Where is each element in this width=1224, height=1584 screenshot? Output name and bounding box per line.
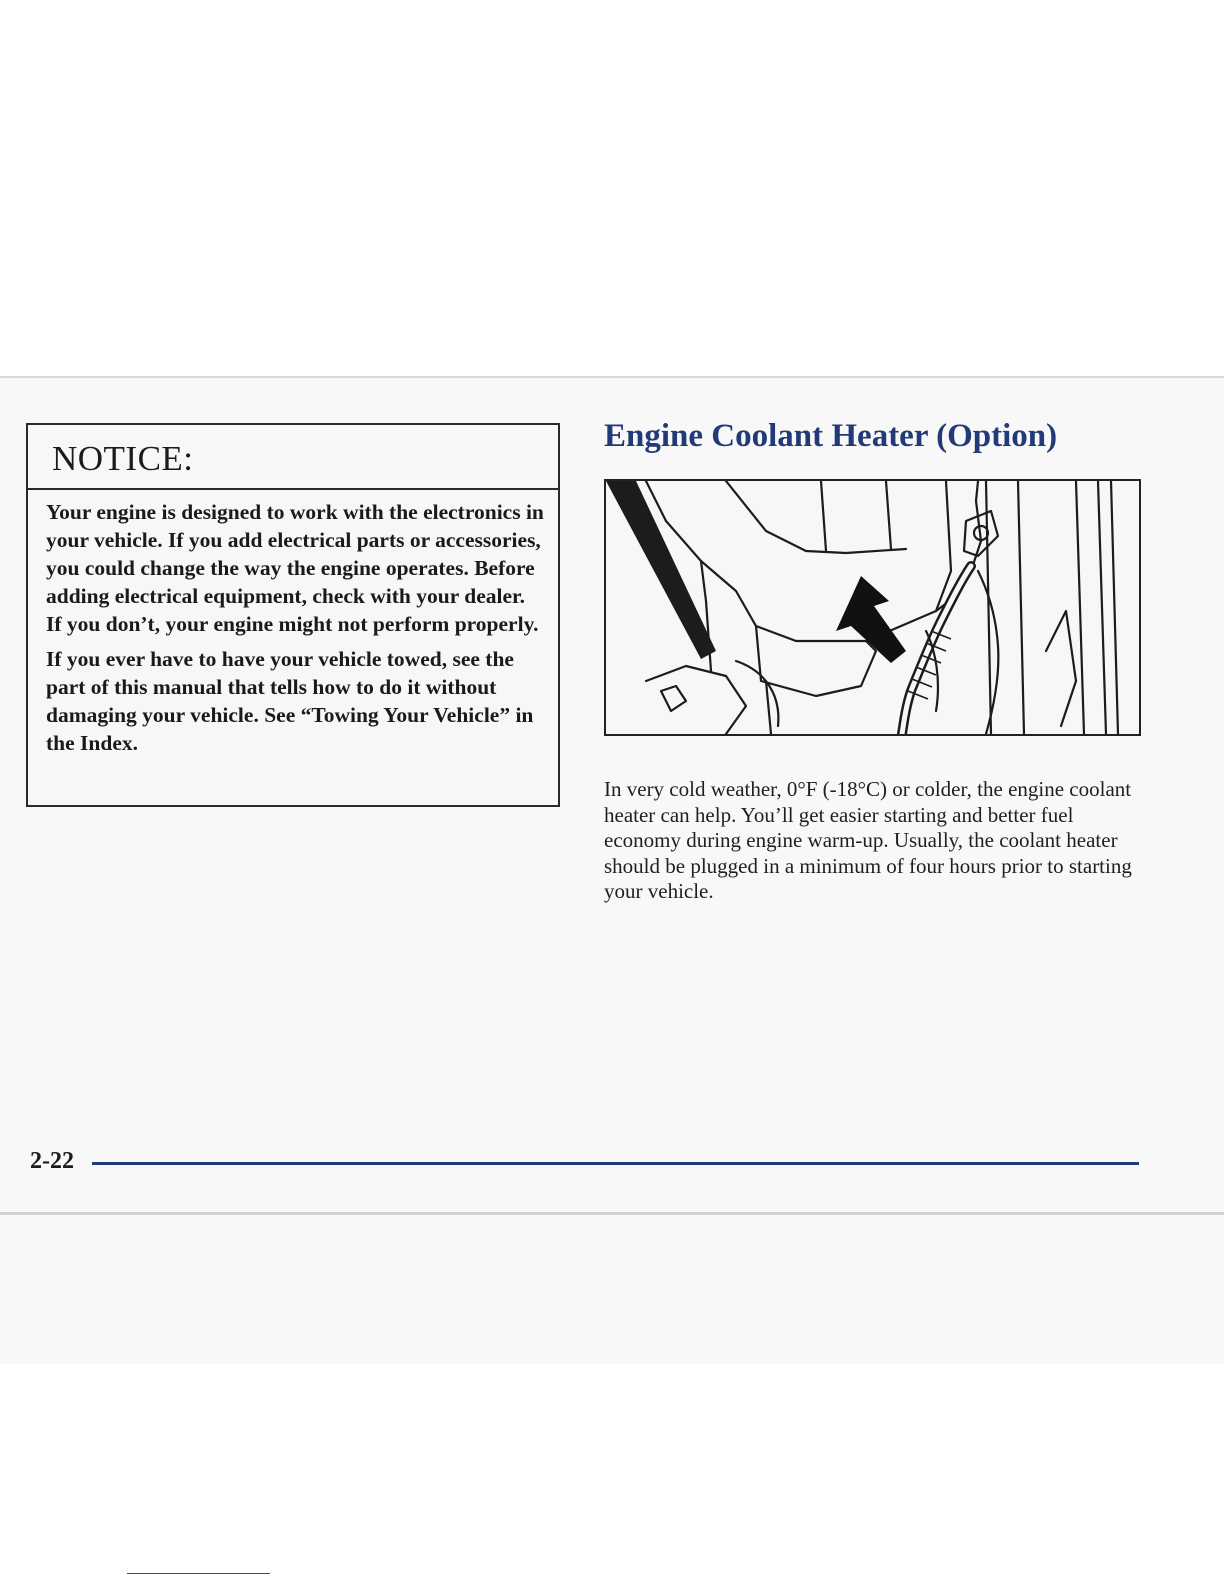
footer-rule (92, 1162, 1139, 1165)
bottom-divider (127, 1573, 270, 1574)
notice-body (28, 490, 558, 757)
notice-title: NOTICE: (52, 438, 194, 478)
coolant-heater-figure (604, 479, 1141, 736)
notice-box (26, 423, 560, 807)
engine-coolant-heater-icon (606, 481, 1139, 734)
notice-paragraph: Your engine is designed to work with the electronics in your vehicle. If you add electrical parts or accessories, you could change the way the engine operates. Before adding electrical equipment, check with your dealer. If you don’t, your engine might not perform properly. (46, 500, 544, 636)
notice-header (28, 425, 558, 490)
section-body: In very cold weather, 0°F (-18°C) or colder, the engine coolant heater can help. You’ll get easier starting and better fuel economy during engine warm-up. Usually, the coolant heater should be plugged in a minimum of four hours prior to starting your vehicle. (604, 777, 1132, 903)
page-number: 2-22 (30, 1148, 74, 1174)
page-bottom-edge (0, 1212, 1224, 1215)
section-title: Engine Coolant Heater (Option) (604, 418, 1058, 454)
notice-paragraph: If you ever have to have your vehicle towed, see the part of this manual that tells how to do it without damaging your vehicle. See “Towing Your Vehicle” in the Index. (46, 647, 534, 755)
